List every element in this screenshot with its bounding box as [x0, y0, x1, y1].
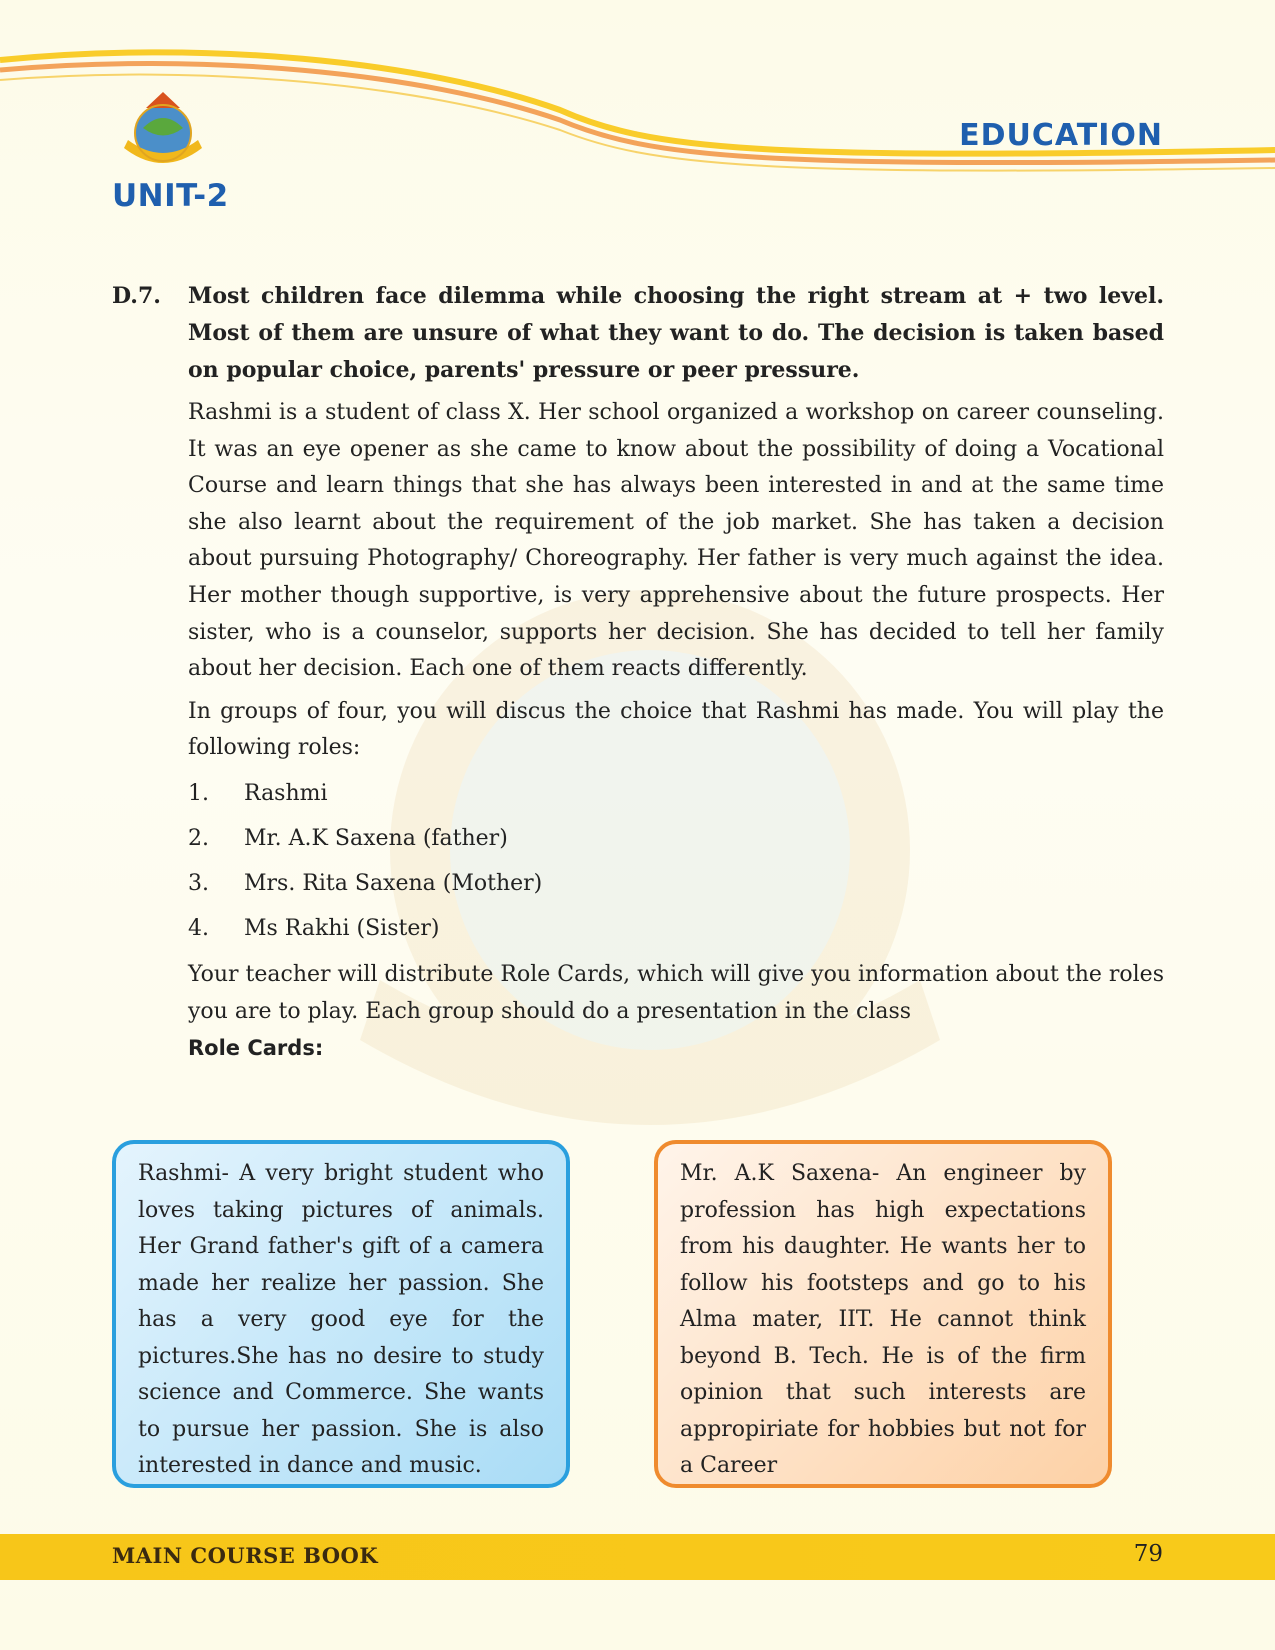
role-card-father-text: Mr. A.K Saxena- An engineer by profession has high expectations from his daughter. He wants her to follow his footsteps and go to his Alma mater, IIT. He cannot think beyond B. Tech. He is of the firm opinion that such interests are appropiriate for hobbies but not for a Career: [680, 1161, 1086, 1478]
role-card-rashmi: [112, 1140, 570, 1488]
role-number: 3.: [188, 870, 209, 896]
role-cards-heading: Role Cards:: [188, 1036, 324, 1061]
unit-title: UNIT-2: [112, 178, 229, 214]
main-content: [112, 278, 1164, 1060]
question-prompt-row: [112, 278, 1164, 389]
role-number: 2.: [188, 825, 209, 851]
section-title: EDUCATION: [959, 118, 1163, 153]
scenario-paragraph: Rashmi is a student of class X. Her school organized a workshop on career counseling. It was an eye opener as she came to know about the possibility of doing a Vocational Course and learn things that she has always been interested in and at the same time she also learnt about the requirement of the job market. She has taken a decision about pursuing Photography/ Choreography. Her father is very much against the idea. Her mother though supportive, is very apprehensive about the future prospects. Her sister, who is a counselor, supports her decision. She has decided to tell her family about her decision. Each one of them reacts differently.: [188, 400, 1164, 682]
role-number: 1.: [188, 780, 209, 806]
list-item: [188, 771, 1164, 816]
list-item: [188, 906, 1164, 951]
role-name: Ms Rakhi (Sister): [244, 915, 440, 941]
footer-book-title: MAIN COURSE BOOK: [112, 1543, 379, 1568]
role-cards-instruction: Your teacher will distribute Role Cards, which will give you information about the roles you are to play. Each group should do a presentation in the class: [188, 961, 1164, 1024]
list-item: [188, 861, 1164, 906]
role-name: Mr. A.K Saxena (father): [244, 825, 508, 851]
role-name: Mrs. Rita Saxena (Mother): [244, 870, 543, 896]
roles-list: [188, 771, 1164, 951]
role-name: Rashmi: [244, 780, 328, 806]
page-number: 79: [1133, 1541, 1163, 1567]
list-item: [188, 816, 1164, 861]
school-emblem-logo: [118, 88, 208, 178]
instruction-paragraph: In groups of four, you will discus the choice that Rashmi has made. You will play the following roles:: [188, 698, 1164, 761]
role-card-rashmi-text: Rashmi- A very bright student who loves taking pictures of animals. Her Grand father's gift of a camera made her realize her passion. She has a very good eye for the pictures.She has no desire to study science and Commerce. She wants to pursue her passion. She is also interested in dance and music.: [138, 1161, 544, 1478]
question-prompt: Most children face dilemma while choosing the right stream at + two level. Most of them are unsure of what they want to do. The decision is taken based on popular choice, parents' pressure or peer pressure.: [188, 283, 1164, 383]
role-card-father: [654, 1140, 1112, 1488]
question-number: D.7.: [112, 283, 161, 309]
role-number: 4.: [188, 915, 209, 941]
